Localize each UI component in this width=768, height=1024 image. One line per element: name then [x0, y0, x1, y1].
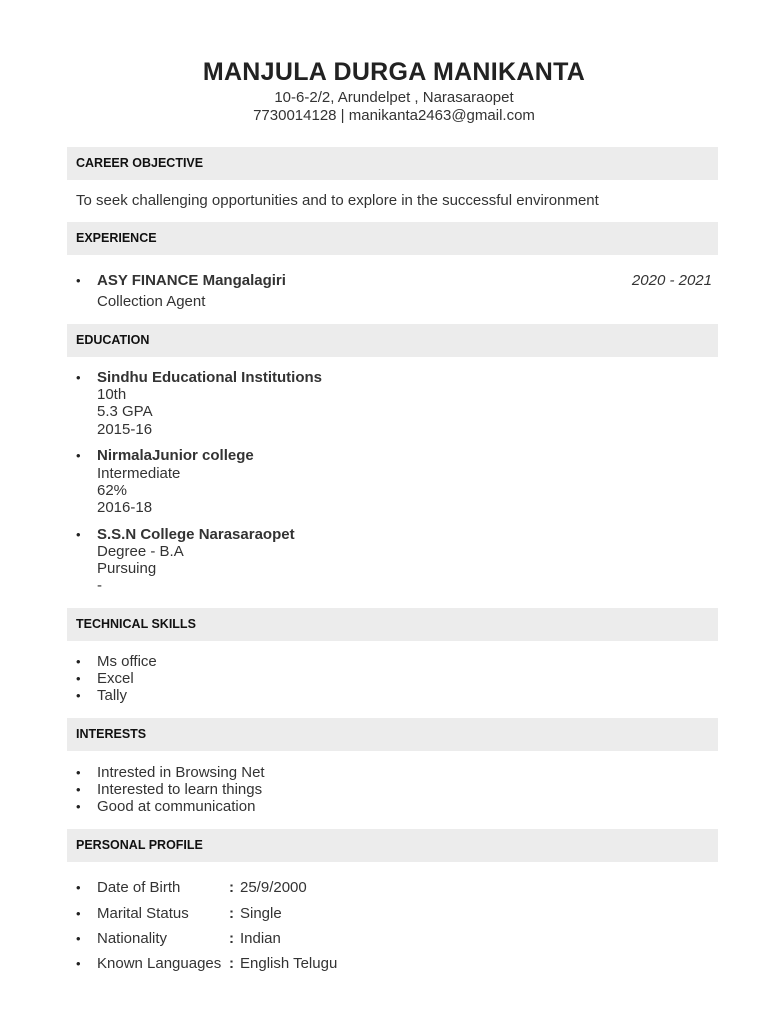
- profile-separator: :: [229, 879, 234, 896]
- education-detail: 10th: [97, 386, 127, 403]
- education-institution: Sindhu Educational Institutions: [97, 369, 322, 386]
- profile-label: Nationality: [97, 930, 168, 947]
- section-header-interests: INTERESTS: [67, 718, 718, 751]
- interest-item: Interested to learn things: [97, 781, 263, 798]
- bullet-icon: •: [76, 370, 81, 385]
- education-detail: Degree - B.A: [97, 543, 184, 560]
- profile-value: Indian: [240, 930, 281, 947]
- experience-period: 2020 - 2021: [631, 272, 712, 289]
- bullet-icon: •: [76, 671, 81, 686]
- education-detail: Intermediate: [97, 465, 181, 482]
- profile-separator: :: [229, 955, 234, 972]
- bullet-icon: •: [76, 527, 81, 542]
- skill-item: Ms office: [97, 653, 157, 670]
- bullet-icon: •: [76, 273, 81, 288]
- section-header-experience: EXPERIENCE: [67, 222, 718, 255]
- profile-label: Date of Birth: [97, 879, 181, 896]
- education-detail: -: [97, 577, 102, 594]
- profile-label: Marital Status: [97, 905, 189, 922]
- education-detail: 62%: [97, 482, 128, 499]
- education-detail: Pursuing: [97, 560, 157, 577]
- interest-item: Good at communication: [97, 798, 256, 815]
- bullet-icon: •: [76, 880, 81, 895]
- education-institution: S.S.N College Narasaraopet: [97, 526, 295, 543]
- bullet-icon: •: [76, 765, 81, 780]
- bullet-icon: •: [76, 799, 81, 814]
- contact-info: 7730014128 | manikanta2463@gmail.com: [253, 107, 535, 124]
- bullet-icon: •: [76, 931, 81, 946]
- education-detail: 2015-16: [97, 421, 153, 438]
- profile-value: English Telugu: [240, 955, 338, 972]
- experience-role: Collection Agent: [97, 293, 206, 310]
- bullet-icon: •: [76, 688, 81, 703]
- career-objective-text: To seek challenging opportunities and to explore in the successful environment: [76, 192, 599, 209]
- profile-value: 25/9/2000: [240, 879, 307, 896]
- skill-item: Excel: [97, 670, 134, 687]
- bullet-icon: •: [76, 448, 81, 463]
- education-detail: 5.3 GPA: [97, 403, 153, 420]
- section-header-personal-profile: PERSONAL PROFILE: [67, 829, 718, 862]
- section-header-education: EDUCATION: [67, 324, 718, 357]
- bullet-icon: •: [76, 782, 81, 797]
- profile-separator: :: [229, 930, 234, 947]
- section-header-career-objective: CAREER OBJECTIVE: [67, 147, 718, 180]
- bullet-icon: •: [76, 906, 81, 921]
- section-header-technical-skills: TECHNICAL SKILLS: [67, 608, 718, 641]
- education-detail: 2016-18: [97, 499, 153, 516]
- bullet-icon: •: [76, 654, 81, 669]
- profile-separator: :: [229, 905, 234, 922]
- education-institution: NirmalaJunior college: [97, 447, 254, 464]
- address: 10-6-2/2, Arundelpet , Narasaraopet: [274, 89, 514, 106]
- experience-company: ASY FINANCE Mangalagiri: [97, 272, 286, 289]
- resume-name: MANJULA DURGA MANIKANTA: [202, 58, 586, 86]
- interest-item: Intrested in Browsing Net: [97, 764, 265, 781]
- bullet-icon: •: [76, 956, 81, 971]
- profile-value: Single: [240, 905, 282, 922]
- profile-label: Known Languages: [97, 955, 222, 972]
- skill-item: Tally: [97, 687, 128, 704]
